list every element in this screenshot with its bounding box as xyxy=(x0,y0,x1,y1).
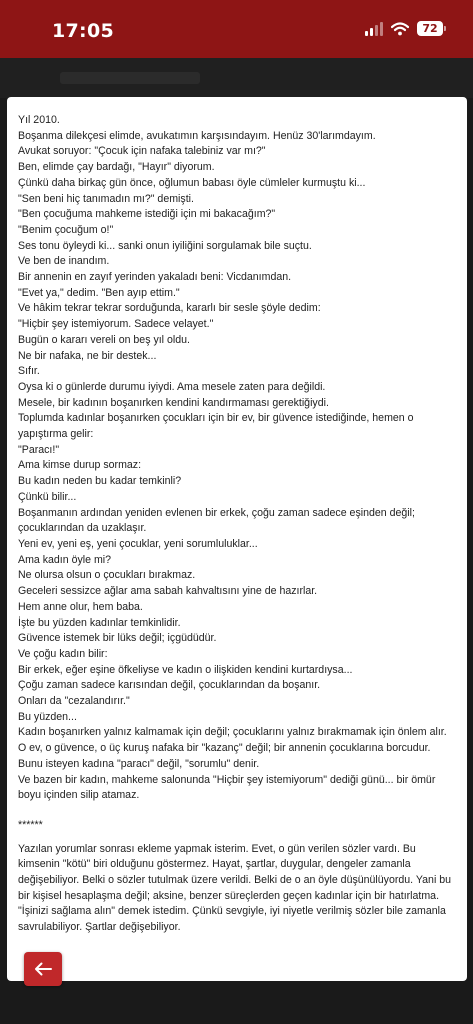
story-line: Mesele, bir kadının boşanırken kendini kandırmaması gerektiğiydi. xyxy=(18,396,329,409)
story-line: Güvence istemek bir lüks değil; içgüdüdür. xyxy=(18,632,217,645)
story-line: İşte bu yüzden kadınlar temkinlidir. xyxy=(18,616,181,629)
arrow-left-icon xyxy=(34,962,52,976)
story-line: Çünkü daha birkaç gün önce, oğlumun babası öyle cümleler kurmuştu ki... xyxy=(18,176,366,189)
story-line: "Benim çocuğum o!" xyxy=(18,223,114,236)
story-line: Ben, elimde çay bardağı, "Hayır" diyorum. xyxy=(18,161,215,174)
story-line: Bunu isteyen kadına "paracı" değil, "sorumlu" denir. xyxy=(18,757,260,770)
story-line: O ev, o güvence, o üç kuruş nafaka bir "kazanç" değil; bir annenin çocuklarına borcudur. xyxy=(18,742,431,755)
story-line: Yıl 2010. xyxy=(18,114,60,126)
story-line: Toplumda kadınlar boşanırken çocukları için bir ev, bir güvence istediğinde, hemen o yapıştırma gelir: xyxy=(18,412,414,441)
background-app-header xyxy=(0,58,473,98)
status-time: 17:05 xyxy=(52,20,114,42)
status-bar xyxy=(0,0,473,58)
story-line: Boşanmanın ardından yeniden evlenen bir erkek, çoğu zaman sadece eşinden değil; çocuklarından da uzaklaşır. xyxy=(18,506,415,535)
story-line: Bu kadın neden bu kadar temkinli? xyxy=(18,475,182,488)
epilogue-paragraph: Yazılan yorumlar sonrası ekleme yapmak isterim. Evet, o gün verilen sözler vardı. Bu kimsenin "kötü" biri olduğunu göstermez. Hayat, şartlar, duygular, dengeler zamanla değişebiliyor. Belki o sözler tutulmak üzere verildi. Belki de o an öyle düşünülüyordu. Yani bu bir kişisel hesaplaşma değil; aksine, benzer süreçlerden geçen kadınlar için bir hatırlatma. "İşinizi sağlama alın" demek istedim. Çünkü sevgiyle, iyi niyetle verilmiş sözler bile zamanla savrulabiliyor. Şartlar değişebiliyor. xyxy=(18,842,452,934)
cellular-signal-icon xyxy=(365,22,383,36)
story-line: Kadın boşanırken yalnız kalmamak için değil; çocuklarını yalnız bırakmamak için önlem alır. xyxy=(18,726,447,739)
story-line: Çünkü bilir... xyxy=(18,490,77,503)
story-line: Boşanma dilekçesi elimde, avukatımın karşısındayım. Henüz 30'larımdayım. xyxy=(18,129,376,142)
story-line: Onları da "cezalandırır." xyxy=(18,695,130,708)
story-line: Ne bir nafaka, ne bir destek... xyxy=(18,349,157,362)
story-line: "Paracı!" xyxy=(18,443,60,456)
story-line: Ve hâkim tekrar tekrar sorduğunda, kararlı bir sesle şöyle dedim: xyxy=(18,302,321,315)
story-line: "Hiçbir şey istemiyorum. Sadece velayet." xyxy=(18,318,214,331)
story-line: Ne olursa olsun o çocukları bırakmaz. xyxy=(18,569,196,582)
story-line: Ama kimse durup sormaz: xyxy=(18,459,142,472)
story-line: "Ben çocuğuma mahkeme istediği için mi bakacağım?" xyxy=(18,208,276,221)
story-line: Ve bazen bir kadın, mahkeme salonunda "Hiçbir şey istemiyorum" dediği günü... bir ömür boyu içinden silip atamaz. xyxy=(18,773,436,802)
story-line: Geceleri sessizce ağlar ama sabah kahvaltısını yine de hazırlar. xyxy=(18,585,318,598)
story-line: Bir erkek, eğer eşine öfkeliyse ve kadın o ilişkiden kendini kurtardıysa... xyxy=(18,663,353,676)
story-line: Bu yüzden... xyxy=(18,710,77,723)
story-line: Ses tonu öyleydi ki... sanki onun iyiliğini sorgulamak bile suçtu. xyxy=(18,239,312,252)
back-button[interactable] xyxy=(24,952,62,986)
story-line: Ve ben de inandım. xyxy=(18,255,110,268)
story-line: Oysa ki o günlerde durumu iyiydi. Ama mesele zaten para değildi. xyxy=(18,380,326,393)
story-line: Hem anne olur, hem baba. xyxy=(18,600,143,613)
battery-icon: 72 xyxy=(417,21,443,36)
epilogue xyxy=(18,842,458,936)
story-line: "Sen beni hiç tanımadın mı?" demişti. xyxy=(18,192,194,205)
separator: ****** xyxy=(18,818,43,831)
story-line: Ama kadın öyle mi? xyxy=(18,553,112,566)
story-card[interactable] xyxy=(7,97,467,981)
story-line: Çoğu zaman sadece karısından değil, çocuklarından da boşanır. xyxy=(18,679,321,692)
story-content xyxy=(18,113,458,936)
background-header-bar xyxy=(60,72,200,84)
wifi-icon xyxy=(391,22,409,36)
status-icons xyxy=(365,21,443,36)
story-line: Bugün o kararı vereli on beş yıl oldu. xyxy=(18,333,190,346)
story-lines xyxy=(18,113,458,804)
story-line: Sıfır. xyxy=(18,365,40,378)
story-line: Yeni ev, yeni eş, yeni çocuklar, yeni sorumluluklar... xyxy=(18,537,258,550)
story-line: Ve çoğu kadın bilir: xyxy=(18,647,108,660)
story-line: Avukat soruyor: "Çocuk için nafaka talebiniz var mı?" xyxy=(18,145,266,158)
story-line: Bir annenin en zayıf yerinden yakaladı beni: Vicdanımdan. xyxy=(18,271,292,284)
story-line: "Evet ya," dedim. "Ben ayıp ettim." xyxy=(18,286,180,299)
